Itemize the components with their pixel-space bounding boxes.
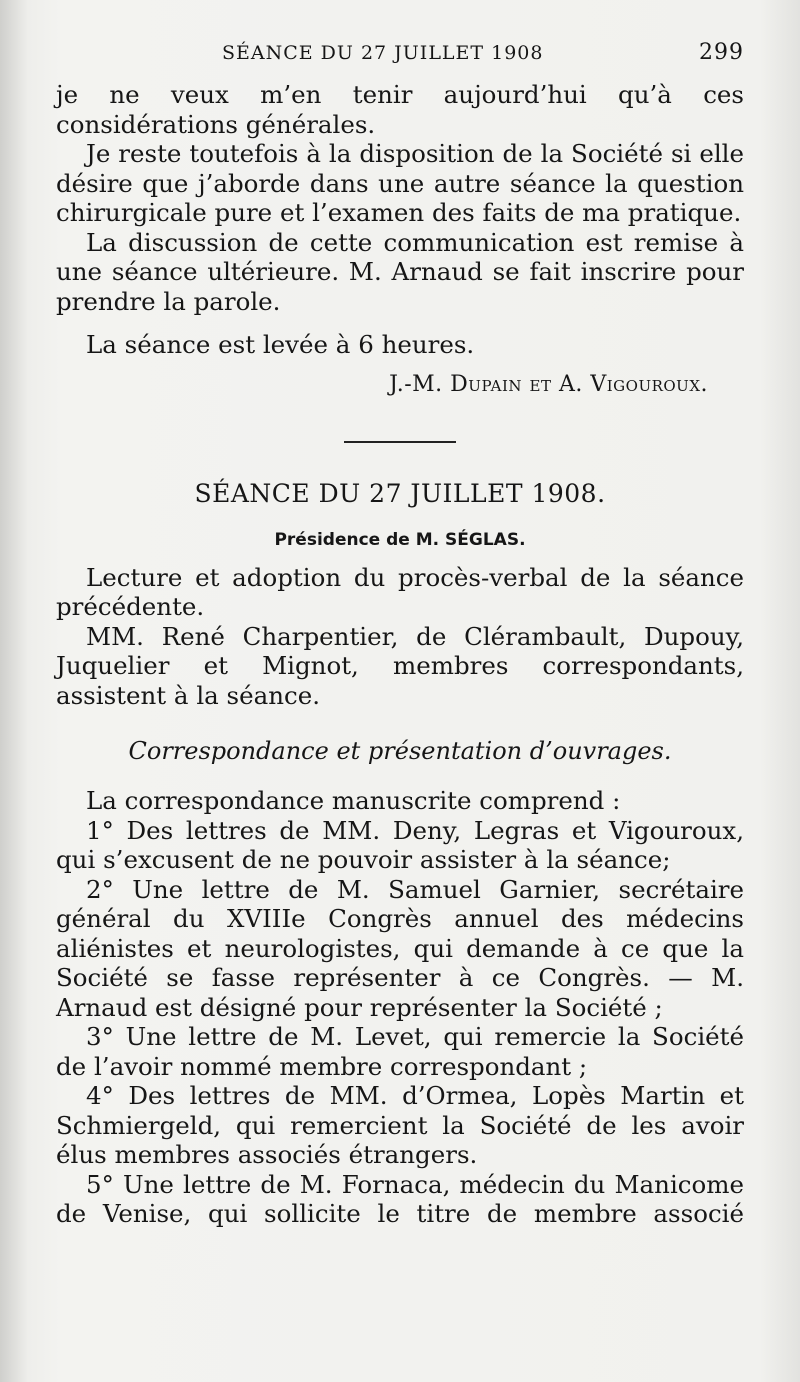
paragraph: La séance est levée à 6 heures.	[86, 330, 475, 359]
paragraph: La discussion de cette communication est remise à une séance ultérieure. M. Arnaud se fait inscrire pour prendre la parole.	[56, 227, 744, 316]
list-item: 5° Une lettre de M. Fornaca, médecin du Manicome de Venise, qui sollicite le titre de membre associé	[56, 1169, 744, 1228]
spacer	[56, 316, 744, 330]
section-heading: Correspondance et présentation d’ouvrages.	[128, 737, 672, 765]
running-head	[56, 40, 744, 76]
session-title: SÉANCE DU 27 JUILLET 1908.	[194, 478, 606, 508]
presidence-line: Présidence de M. SÉGLAS.	[274, 529, 526, 550]
paragraph: La correspondance manuscrite comprend :	[86, 786, 621, 815]
page-content	[56, 40, 744, 1229]
page-number: 299	[699, 40, 744, 65]
running-head-title: SÉANCE DU 27 JUILLET 1908	[222, 42, 544, 64]
list-item: 1° Des lettres de MM. Deny, Legras et Vigouroux, qui s’excusent de ne pouvoir assister à la séance;	[56, 815, 744, 874]
paragraph: Je reste toutefois à la disposition de la Société si elle désire que j’aborde dans une autre séance la question chirurgicale pure et l’examen des faits de ma pratique.	[56, 139, 744, 227]
separator-rule	[344, 441, 456, 443]
paragraph: MM. René Charpentier, de Clérambault, Dupouy, Juquelier et Mignot, membres correspondants, assistent à la séance.	[56, 621, 744, 710]
paragraph: Lecture et adoption du procès-verbal de la séance précédente.	[56, 562, 744, 621]
list-item: 4° Des lettres de MM. d’Ormea, Lopès Martin et Schmiergeld, qui remercient la Société de les avoir élus membres associés étrangers.	[56, 1081, 744, 1169]
list-item: 3° Une lettre de M. Levet, qui remercie la Société de l’avoir nommé membre correspondant ;	[56, 1022, 744, 1081]
signature: J.-M. Dupain et A. Vigouroux.	[389, 371, 708, 397]
list-item: 2° Une lettre de M. Samuel Garnier, secrétaire général du XVIIIe Congrès annuel des médecins aliénistes et neurologistes, qui demande à ce que la Société se fasse représenter à ce Congrès. — M. Arnaud est désigné pour représenter la Société ;	[56, 874, 744, 1022]
paragraph-continuation: je ne veux m’en tenir aujourd’hui qu’à ces considérations générales.	[56, 80, 744, 139]
